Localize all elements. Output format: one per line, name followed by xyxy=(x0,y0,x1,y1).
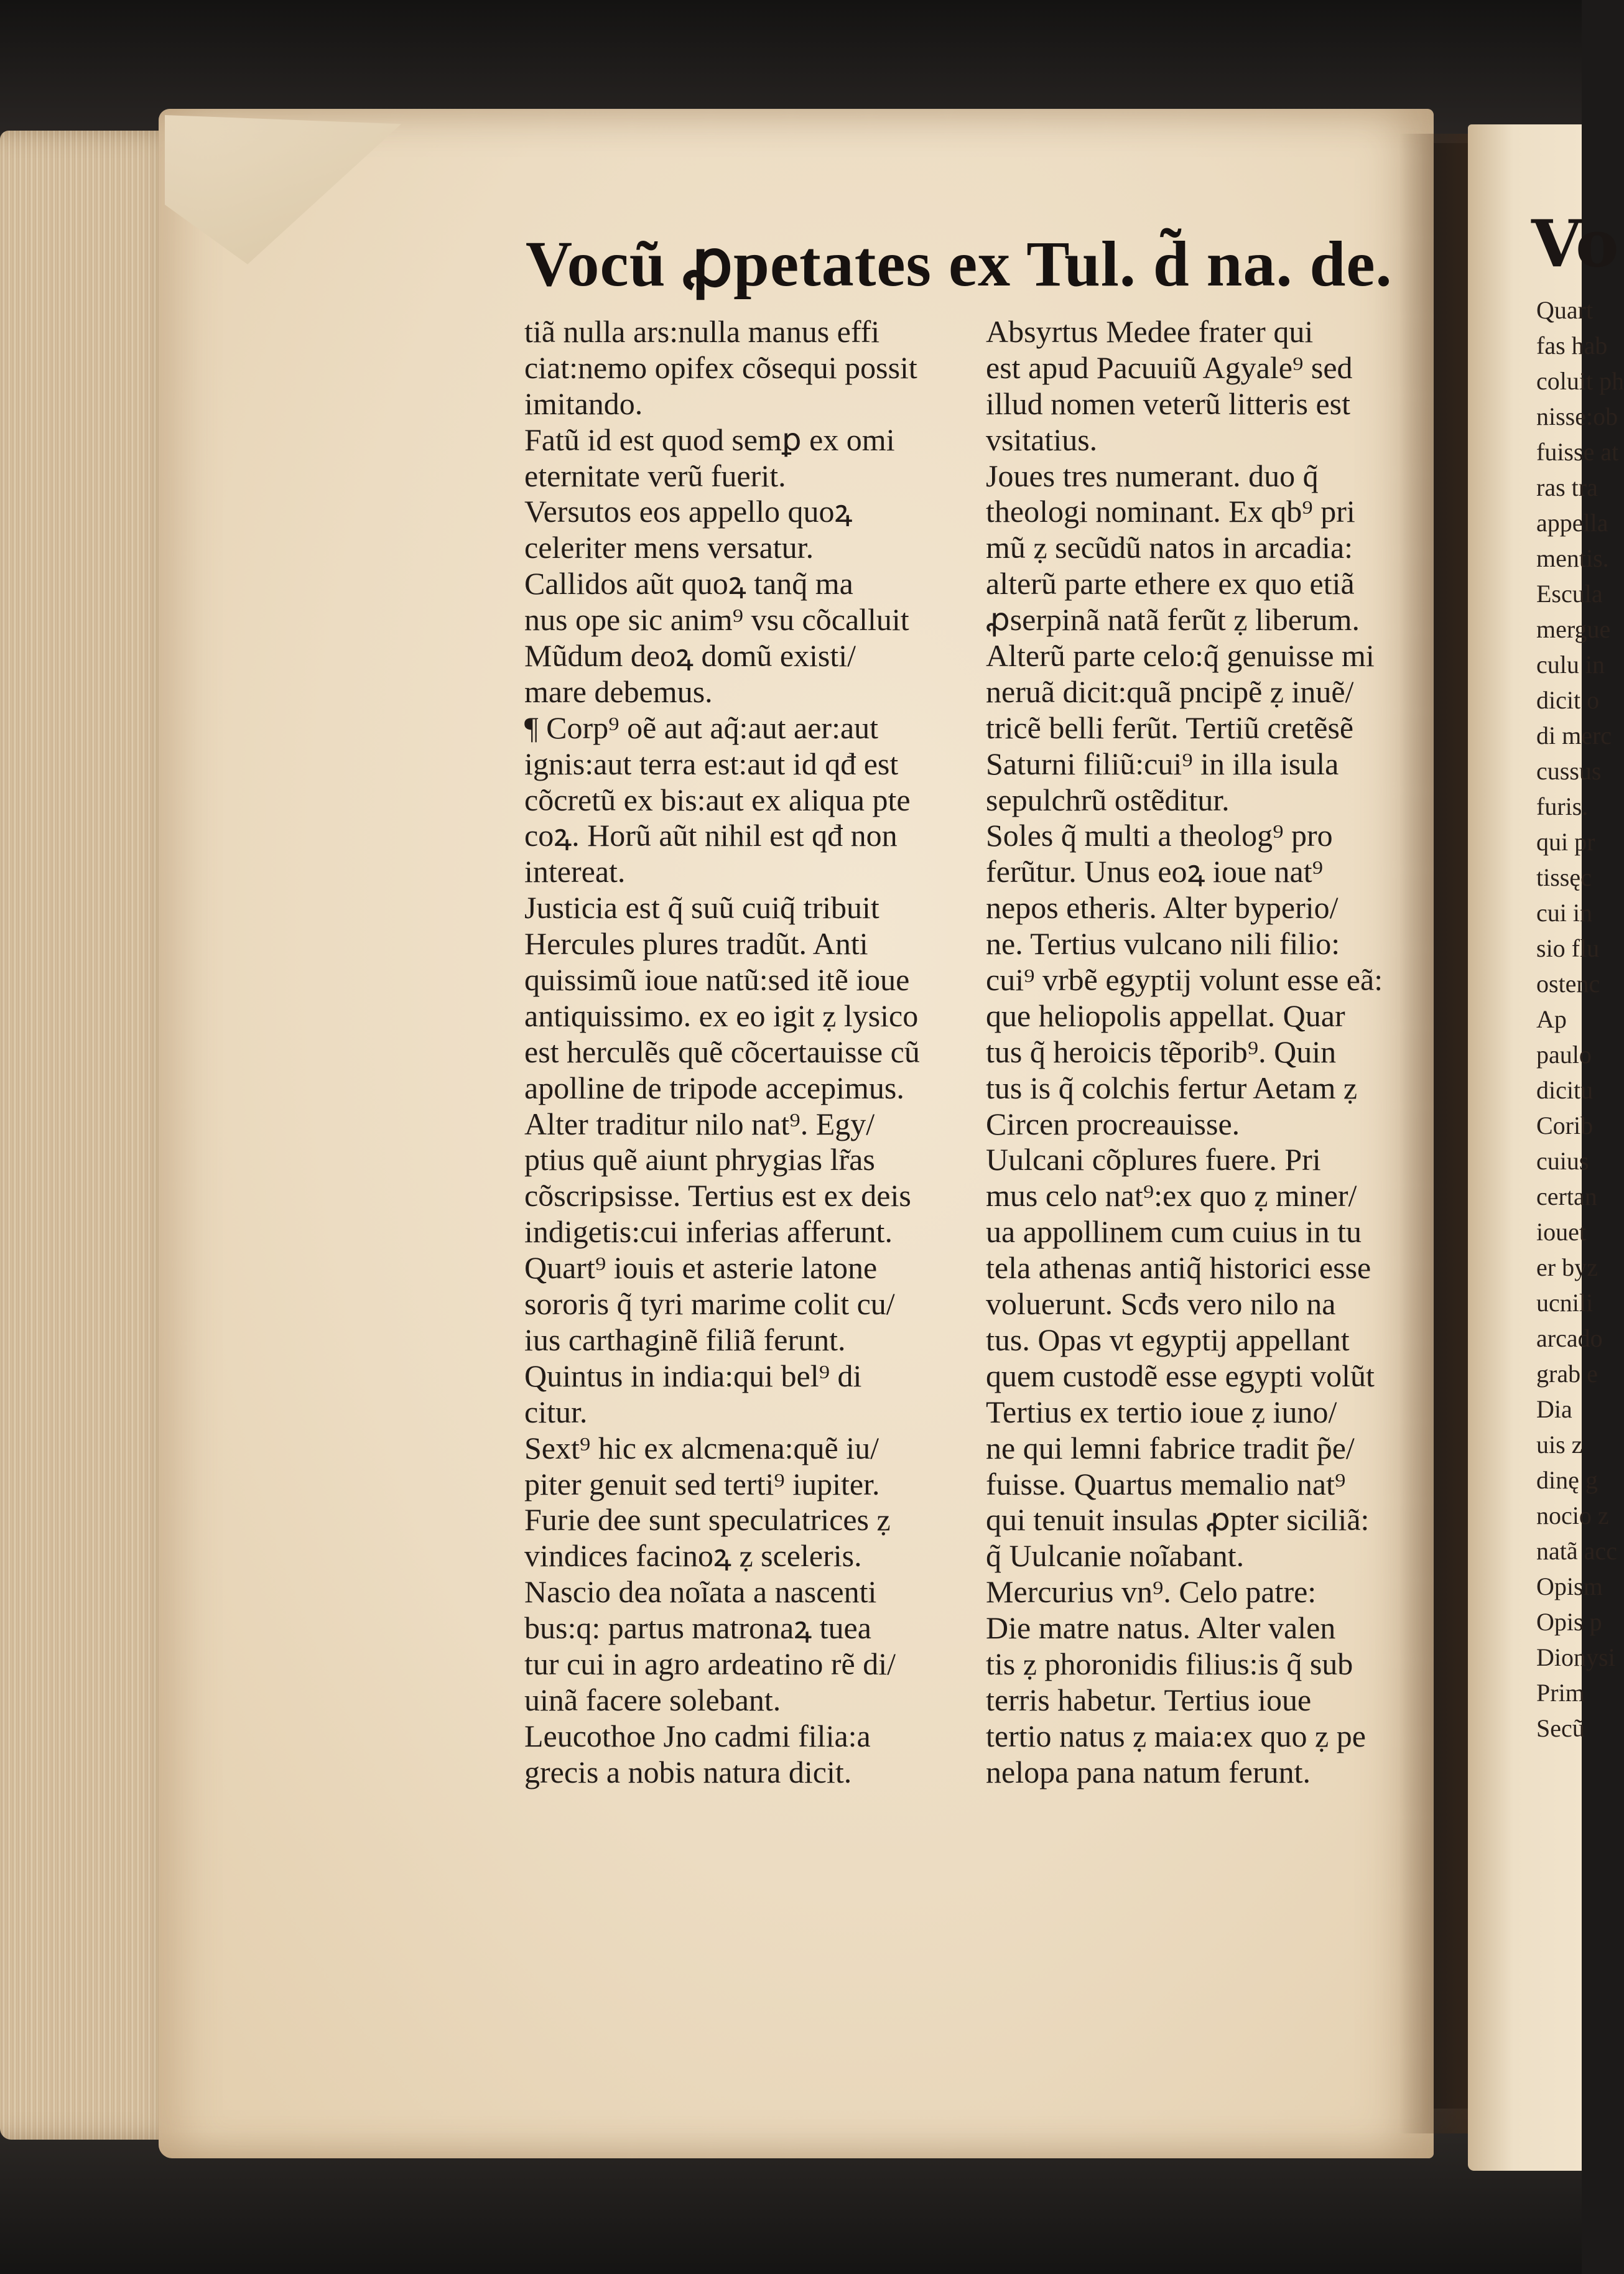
right-page-line: er byz xyxy=(1536,1253,1598,1281)
right-page-line: Dia xyxy=(1536,1395,1572,1423)
text-column-left xyxy=(524,314,1002,1791)
text-line: q̃ Uulcanie noĩabant. xyxy=(986,1538,1245,1574)
text-line: ne. Tertius vulcano nili filio: xyxy=(986,926,1340,962)
text-line: bus:q: partus matronaꝝ tuea xyxy=(524,1610,871,1646)
right-page-line: Dionysi xyxy=(1536,1643,1615,1671)
right-page-line: ras tra xyxy=(1536,473,1598,501)
text-line: Furie dee sunt speculatrices ẓ xyxy=(524,1502,891,1538)
right-page-line: Corib xyxy=(1536,1111,1594,1139)
right-page-line: certan xyxy=(1536,1182,1597,1210)
text-line: terris habetur. Tertius ioue xyxy=(986,1682,1312,1717)
text-line: sororis q̃ tyri marime colit cu/ xyxy=(524,1286,895,1322)
right-page-line: dinę g xyxy=(1536,1466,1598,1494)
right-page-line: mergue xyxy=(1536,615,1611,643)
text-line: Soles q̃ multi a theolog⁹ pro xyxy=(986,818,1333,853)
text-line: Alterũ parte celo:q̃ genuisse mi xyxy=(986,638,1375,674)
right-page-line: Quart xyxy=(1536,296,1594,324)
text-line: tis ẓ phoronidis filius:is q̃ sub xyxy=(986,1646,1353,1681)
text-line: mare debemus. xyxy=(524,674,713,709)
text-line: quissimũ ioue natũ:sed itẽ ioue xyxy=(524,962,910,998)
right-page-line: coluit ph xyxy=(1536,367,1624,395)
right-page-line: Opism xyxy=(1536,1572,1603,1600)
text-line: apolline de tripode accepimus. xyxy=(524,1070,904,1105)
right-page-line: fuisse at xyxy=(1536,438,1619,466)
text-line: Leucothoe Jno cadmi filia:a xyxy=(524,1718,871,1753)
right-page-line: dicitu xyxy=(1536,1076,1594,1104)
text-line: Tertius ex tertio ioue ẓ iuno/ xyxy=(986,1394,1337,1429)
text-line: celeriter mens versatur. xyxy=(524,530,814,565)
right-page-line: ucnili xyxy=(1536,1289,1594,1317)
right-page-header: Vo xyxy=(1531,205,1619,282)
right-page-line: sio flu xyxy=(1536,934,1600,962)
text-line: Versutos eos appello quoꝝ xyxy=(524,494,853,529)
text-line: tiã nulla ars:nulla manus effi xyxy=(524,314,880,349)
text-line: Callidos aũt quoꝝ tanq̃ ma xyxy=(524,566,853,601)
right-page-line: fas hab xyxy=(1536,332,1608,360)
text-line: est herculẽs quẽ cõcertauisse cũ xyxy=(524,1034,920,1069)
text-line: Sext⁹ hic ex alcmena:quẽ iu/ xyxy=(524,1430,879,1465)
right-page-line: natã acc xyxy=(1536,1537,1617,1565)
right-page-line: furis. xyxy=(1536,792,1589,820)
right-page-line: qui pr xyxy=(1536,828,1595,856)
text-line: Mercurius vn⁹. Celo patre: xyxy=(986,1574,1317,1610)
text-line: eternitate verũ fuerit. xyxy=(524,458,786,493)
text-line: nelopa pana natum ferunt. xyxy=(986,1754,1311,1789)
text-line: cui⁹ vrbẽ egyptij volunt esse eã: xyxy=(986,962,1383,998)
text-line: nepos etheris. Alter byperio/ xyxy=(986,890,1339,926)
text-column-right xyxy=(986,314,1464,1791)
text-line: tricẽ belli ferũt. Tertiũ cretẽsẽ xyxy=(986,710,1354,745)
text-line: ferũtur. Unus eoꝝ ioue nat⁹ xyxy=(986,854,1324,889)
text-line: quem custodẽ esse egypti volũt xyxy=(986,1358,1375,1393)
text-line: ptius quẽ aiunt phrygias lr̃as xyxy=(524,1142,875,1177)
text-line: citur. xyxy=(524,1394,588,1429)
text-line: tus is q̃ colchis fertur Aetam ẓ xyxy=(986,1070,1358,1105)
text-line: ꝓserpinã natã ferũt ẓ liberum. xyxy=(986,602,1360,638)
text-line: Fatũ id est quod semꝑ ex omi xyxy=(524,422,895,457)
text-line: est apud Pacuuiũ Agyale⁹ sed xyxy=(986,350,1353,385)
text-line: mus celo nat⁹:ex quo ẓ miner/ xyxy=(986,1178,1357,1214)
text-line: ius carthaginẽ filiã ferunt. xyxy=(524,1322,846,1357)
right-page-line: Ap xyxy=(1536,1005,1567,1033)
text-line: intereat. xyxy=(524,854,626,889)
right-page-lines xyxy=(1536,292,1624,1746)
text-line: Joues tres numerant. duo q̃ xyxy=(986,458,1319,493)
text-line: vsitatius. xyxy=(986,422,1098,457)
right-page-line: dicit o xyxy=(1536,686,1600,714)
text-line: antiquissimo. ex eo igit ẓ lysico xyxy=(524,998,919,1033)
text-line: qui tenuit insulas ꝓpter siciliã: xyxy=(986,1502,1370,1538)
right-page-line: di merc xyxy=(1536,722,1612,749)
text-line: ignis:aut terra est:aut id qđ est xyxy=(524,746,899,781)
text-line: Mũdum deoꝝ domũ existi/ xyxy=(524,638,856,674)
text-line: ua appollinem cum cuius in tu xyxy=(986,1214,1362,1250)
right-page-line: uis z xyxy=(1536,1431,1583,1459)
text-line: vindices facinoꝝ ẓ sceleris. xyxy=(524,1538,862,1574)
right-page-line: grab e xyxy=(1536,1360,1598,1388)
text-line: uinã facere solebant. xyxy=(524,1682,781,1717)
right-page-line: tissęc xyxy=(1536,863,1592,891)
text-line: cõscripsisse. Tertius est ex deis xyxy=(524,1178,911,1214)
right-page-line: Secũ xyxy=(1536,1714,1585,1742)
text-line: imitando. xyxy=(524,386,643,421)
text-line: mũ ẓ secũdũ natos in arcadia: xyxy=(986,530,1353,565)
text-line: theologi nominant. Ex qb⁹ pri xyxy=(986,494,1355,529)
right-page-line: Escula xyxy=(1536,580,1603,608)
text-line: Alter traditur nilo nat⁹. Egy/ xyxy=(524,1106,875,1141)
right-page-line: cui in xyxy=(1536,899,1592,927)
right-page-line: cussus xyxy=(1536,757,1602,785)
text-line: ciat:nemo opifex cõsequi possit xyxy=(524,350,917,385)
text-line: ne qui lemni fabrice tradit p̃e/ xyxy=(986,1430,1355,1465)
text-line: Absyrtus Medee frater qui xyxy=(986,314,1314,349)
text-line: sepulchrũ ostẽditur. xyxy=(986,782,1230,817)
text-line: Circen procreauisse. xyxy=(986,1106,1240,1141)
right-page-line: appella xyxy=(1536,509,1608,537)
running-header: Vocũ ꝓpetates ex Tul. d̃ na. de. xyxy=(526,228,1393,300)
text-line: Quart⁹ iouis et asterie latone xyxy=(524,1250,878,1286)
right-page-line: iouet xyxy=(1536,1218,1586,1246)
right-page-line: Prim xyxy=(1536,1679,1585,1707)
text-line: illud nomen veterũ litteris est xyxy=(986,386,1350,421)
text-line: nus ope sic anim⁹ vsu cõcalluit xyxy=(524,602,909,638)
text-line: Uulcani cõplures fuere. Pri xyxy=(986,1142,1321,1177)
text-line: piter genuit sed terti⁹ iupiter. xyxy=(524,1466,880,1501)
text-line: neruã dicit:quã pncipẽ ẓ inuẽ/ xyxy=(986,674,1354,709)
right-page-line: cuius xyxy=(1536,1147,1589,1175)
text-line: Quintus in india:qui bel⁹ di xyxy=(524,1358,862,1393)
text-line: tus. Opas vt egyptij appellant xyxy=(986,1322,1350,1357)
text-line: tertio natus ẓ maia:ex quo ẓ pe xyxy=(986,1718,1366,1753)
text-line: que heliopolis appellat. Quar xyxy=(986,998,1345,1033)
text-line: grecis a nobis natura dicit. xyxy=(524,1754,852,1789)
text-line: tur cui in agro ardeatino rẽ di/ xyxy=(524,1646,896,1681)
text-line: fuisse. Quartus memalio nat⁹ xyxy=(986,1466,1346,1501)
text-line: Hercules plures tradũt. Anti xyxy=(524,926,868,962)
text-line: Nascio dea noĩata a nascenti xyxy=(524,1574,877,1610)
text-line: coꝝ. Horũ aũt nihil est qđ non xyxy=(524,818,898,853)
text-line: tus q̃ heroicis tẽporib⁹. Quin xyxy=(986,1034,1337,1069)
text-line: Justicia est q̃ suũ cuiq̃ tribuit xyxy=(524,890,879,926)
right-page-line: culu in xyxy=(1536,651,1605,679)
right-page-line: paulo xyxy=(1536,1041,1592,1069)
text-line: tela athenas antiq̃ historici esse xyxy=(986,1250,1371,1286)
right-page-line: Opis p xyxy=(1536,1608,1602,1636)
text-line: indigetis:cui inferias afferunt. xyxy=(524,1214,893,1250)
text-line: Saturni filiũ:cui⁹ in illa isula xyxy=(986,746,1339,781)
text-line: ¶ Corp⁹ oẽ aut aq̃:aut aer:aut xyxy=(524,710,879,745)
right-page-line: mentis. xyxy=(1536,544,1609,572)
right-page-line: nocio z xyxy=(1536,1501,1609,1529)
text-line: alterũ parte ethere ex quo etiã xyxy=(986,566,1355,601)
text-line: cõcretũ ex bis:aut ex aliqua pte xyxy=(524,782,911,817)
right-page-line: arcado xyxy=(1536,1324,1603,1352)
text-line: voluerunt. Scđs vero nilo na xyxy=(986,1286,1336,1322)
right-page-line: nisse:ob xyxy=(1536,402,1618,430)
text-line: Die matre natus. Alter valen xyxy=(986,1610,1336,1646)
right-page-line: ostenc xyxy=(1536,970,1600,998)
